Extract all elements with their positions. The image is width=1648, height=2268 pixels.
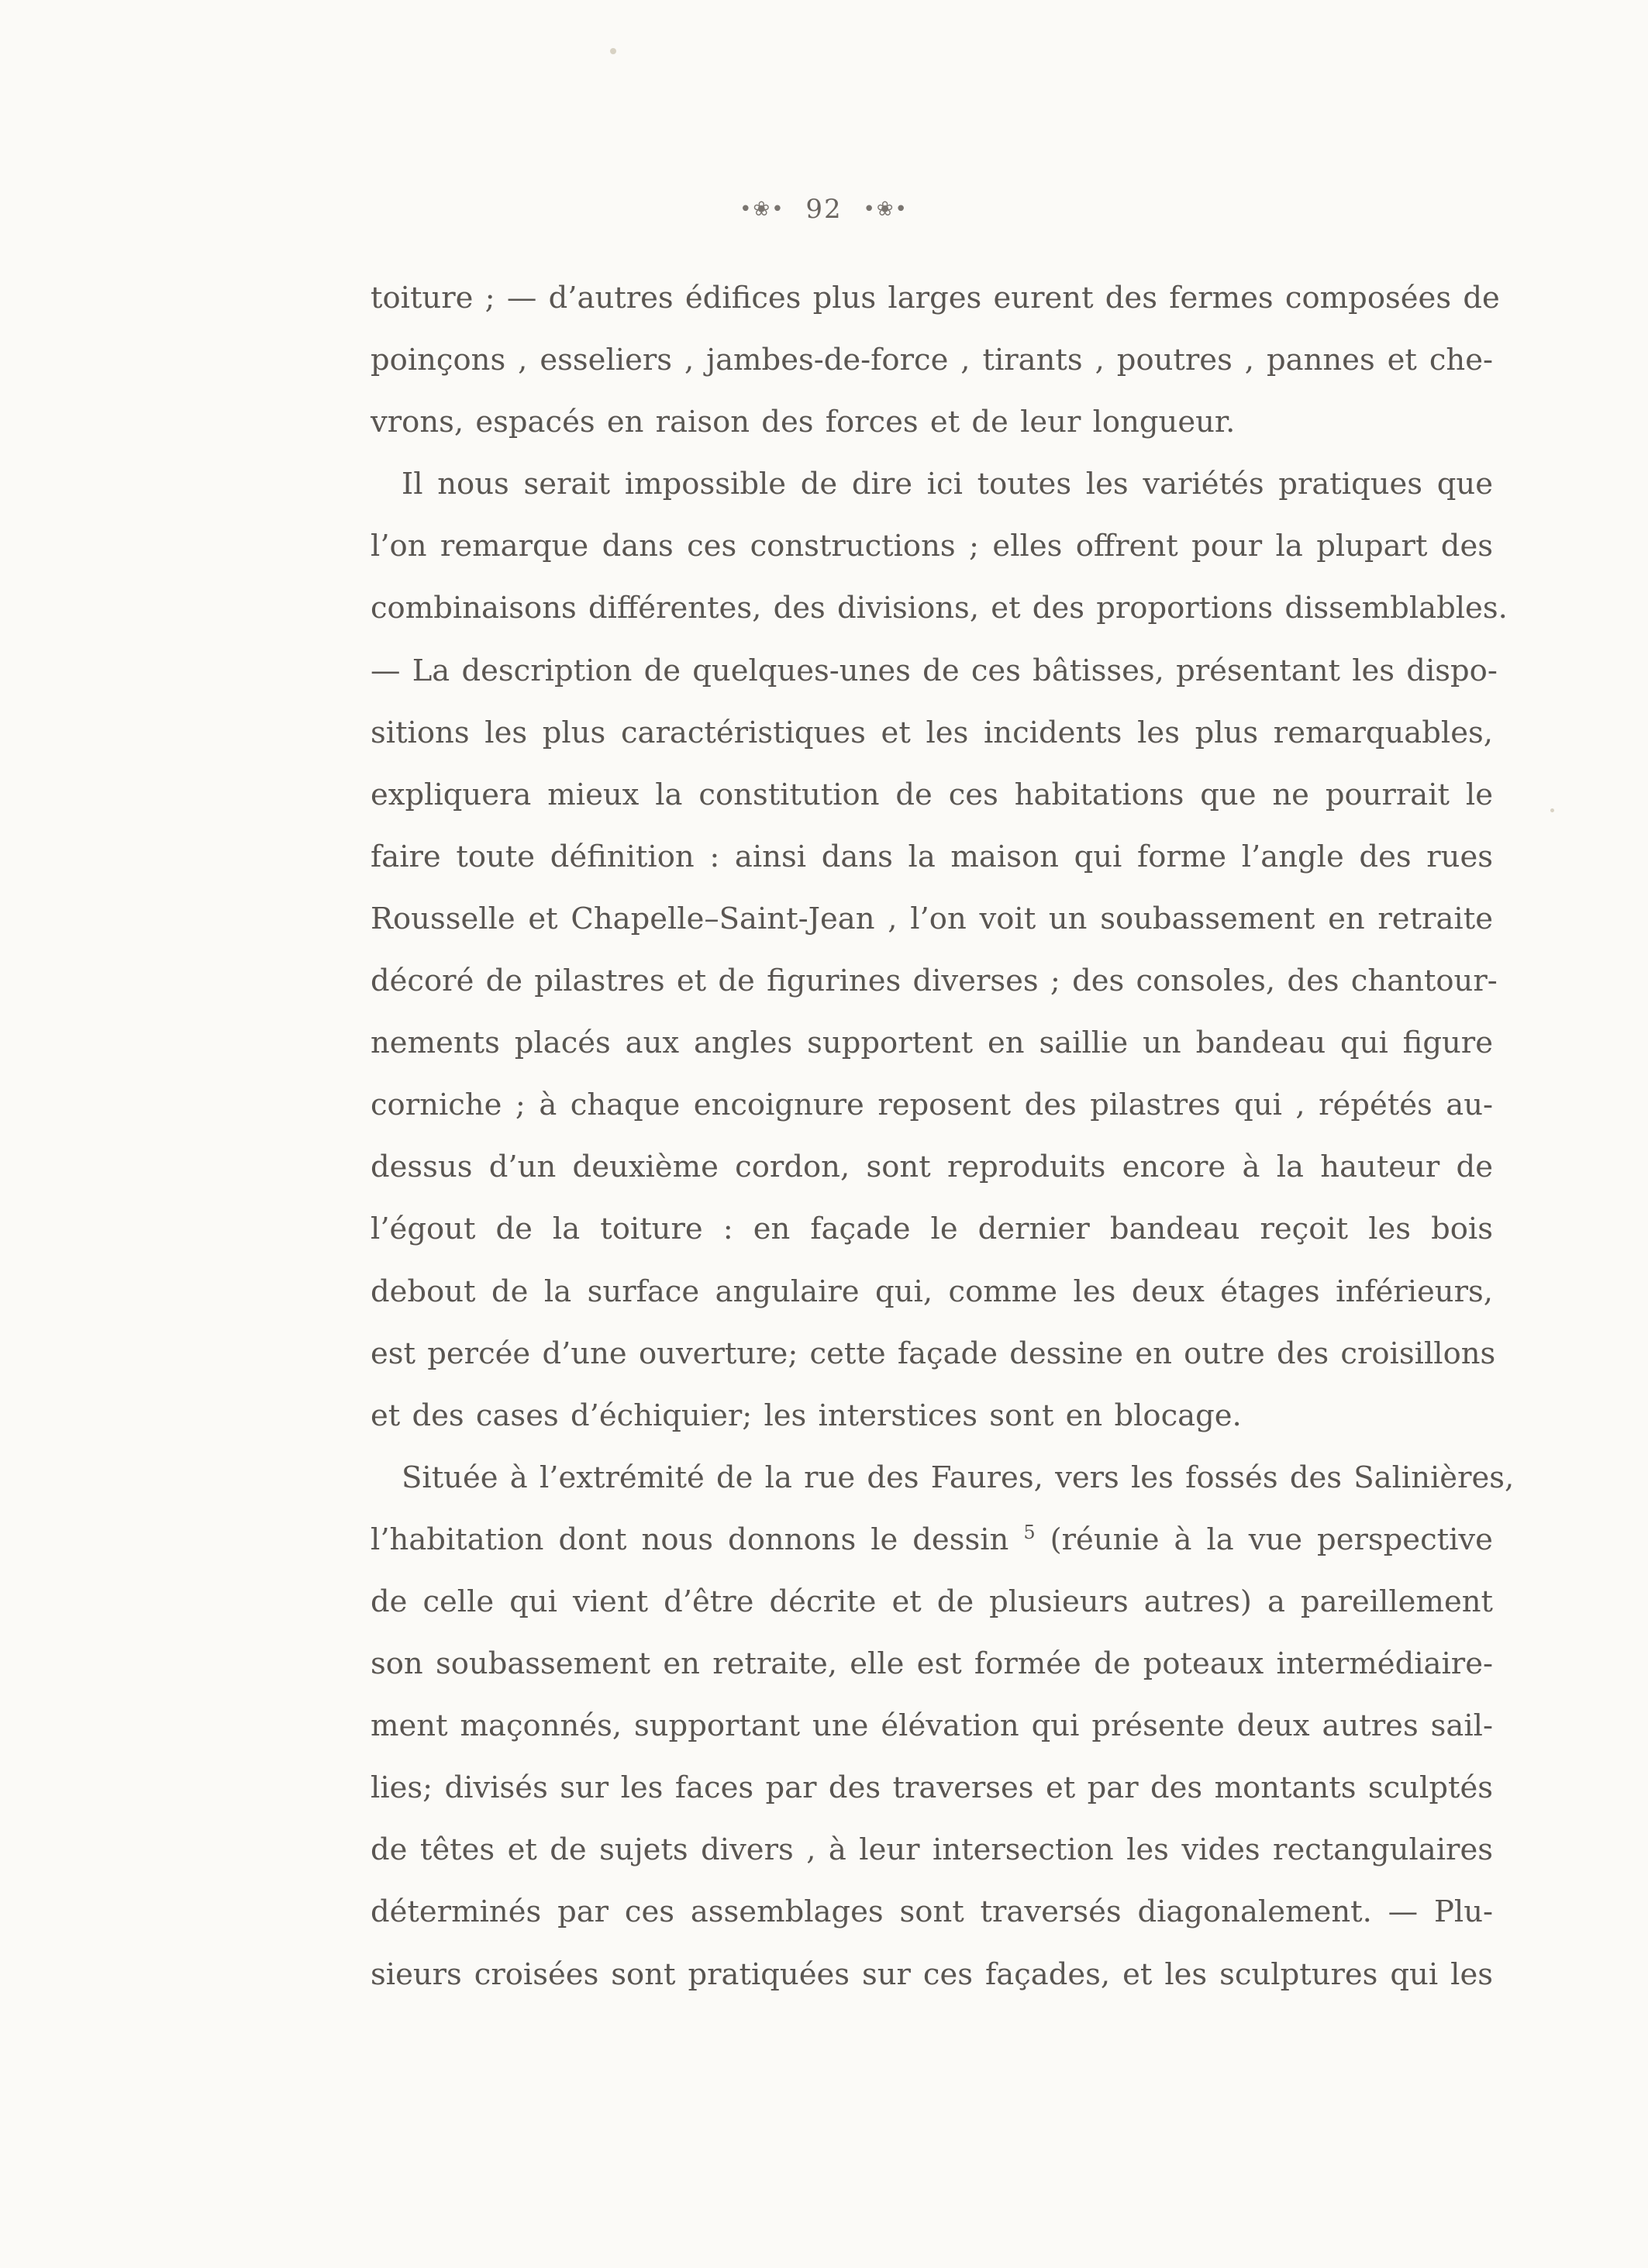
text-line: sieurs croisées sont pratiquées sur ces façades, et les sculptures qui les — [371, 1956, 1493, 1992]
text-line: Située à l’extrémité de la rue des Faures, vers les fossés des Salinières, — [402, 1460, 1515, 1495]
text-line: décoré de pilastres et de figurines diverses ; des consoles, des chantour- — [371, 963, 1498, 999]
text-line: Rousselle et Chapelle–Saint-Jean , l’on voit un soubassement en retraite — [371, 901, 1493, 936]
body-text — [371, 267, 1515, 2006]
text-line: — La description de quelques-unes de ces bâtisses, présentant les dispo- — [371, 653, 1498, 688]
ornament-right-icon: •❀• — [863, 198, 908, 221]
text-line: corniche ; à chaque encoignure reposent des pilastres qui , répétés au- — [371, 1087, 1493, 1123]
text-line: nements placés aux angles supportent en saillie un bandeau qui figure — [371, 1025, 1493, 1061]
text-line: l’on remarque dans ces constructions ; elles offrent pour la plupart des — [371, 529, 1493, 564]
text-line — [371, 1509, 1493, 1571]
text-line: son soubassement en retraite, elle est formée de poteaux intermédiaire- — [371, 1646, 1493, 1682]
text-line-end: (réunie à la vue perspective — [1050, 1522, 1493, 1557]
footnote-reference[interactable]: 5 — [1023, 1522, 1036, 1544]
text-line: Il nous serait impossible de dire ici toutes les variétés pratiques que — [402, 467, 1493, 502]
paragraph-3 — [371, 1447, 1515, 2006]
page-header — [0, 192, 1648, 225]
text-line: vrons, espacés en raison des forces et de leur longueur. — [371, 405, 1236, 440]
text-line-start: l’habitation dont nous donnons le dessin — [371, 1522, 1009, 1557]
scan-speck — [1550, 808, 1554, 812]
ornament-left-icon: •❀• — [740, 198, 785, 221]
paragraph-2 — [371, 453, 1508, 1447]
scan-speck — [610, 48, 616, 54]
text-line: déterminés par ces assemblages sont traversés diagonalement. — Plu- — [371, 1894, 1493, 1930]
text-line: sitions les plus caractéristiques et les incidents les plus remarquables, — [371, 715, 1493, 750]
text-line: ment maçonnés, supportant une élévation qui présente deux autres sail- — [371, 1708, 1493, 1744]
text-line: poinçons , esseliers , jambes-de-force , tirants , poutres , pannes et che- — [371, 343, 1493, 378]
text-line: lies; divisés sur les faces par des traverses et par des montants sculptés — [371, 1770, 1493, 1806]
text-line: et des cases d’échiquier; les interstices sont en blocage. — [371, 1398, 1242, 1433]
text-line: combinaisons différentes, des divisions, et des proportions dissemblables. — [371, 591, 1508, 626]
text-line: l’égout de la toiture : en façade le dernier bandeau reçoit les bois — [371, 1212, 1493, 1247]
text-line: est percée d’une ouverture; cette façade dessine en outre des croisillons — [371, 1336, 1496, 1371]
text-line: de celle qui vient d’être décrite et de plusieurs autres) a pareillement — [371, 1584, 1493, 1619]
text-line: debout de la surface angulaire qui, comme les deux étages inférieurs, — [371, 1274, 1493, 1309]
text-line: expliquera mieux la constitution de ces habitations que ne pourrait le — [371, 777, 1493, 812]
paragraph-1 — [371, 267, 1500, 453]
text-line: de têtes et de sujets divers , à leur intersection les vides rectangulaires — [371, 1832, 1493, 1868]
text-line: dessus d’un deuxième cordon, sont reproduits encore à la hauteur de — [371, 1150, 1493, 1185]
page-number: 92 — [805, 194, 843, 225]
text-line: toiture ; — d’autres édifices plus larges eurent des fermes composées de — [371, 281, 1500, 315]
text-line: faire toute définition : ainsi dans la maison qui forme l’angle des rues — [371, 839, 1493, 874]
